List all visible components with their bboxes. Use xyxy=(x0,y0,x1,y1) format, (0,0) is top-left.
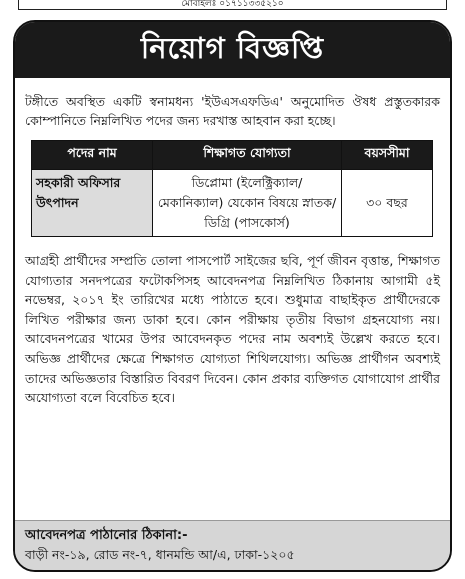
ad-header xyxy=(15,22,450,78)
ad-title: নিয়োগ বিজ্ঞপ্তি xyxy=(140,30,325,65)
previous-ad-fragment xyxy=(0,0,465,16)
previous-ad-text: মোবাইলঃ ০১৭১১৩৩৫২১০ xyxy=(18,0,447,10)
header-age: বয়সসীমা xyxy=(342,141,433,170)
instructions-paragraph: আগ্রহী প্রার্থীদের সম্প্রতি তোলা পাসপোর্ট সাইজের ছবি, পূর্ণ জীবন বৃত্তান্ত, শিক্ষাগত যোগ্যতার সনদপত্রের ফটোকপিসহ আবেদনপত্র নিম্নলিখিত ঠিকানায় আগামী ৫ই নভেম্বর, ২০১৭ ইং তারিখের মধ্যে পাঠাতে হবে। শুধুমাত্র বাছাইকৃত প্রার্থীদেরকে লিখিত পরীক্ষার জন্য ডাকা হবে। কোন পরীক্ষায় তৃতীয় বিভাগ গ্রহনযোগ্য নয়। আবেদনপত্রের খামের উপর আবেদনকৃত পদের নাম অবশ্যই উল্লেখ করতে হবে। অভিজ্ঞ প্রার্থীদের ক্ষেত্রে শিক্ষাগত যোগ্যতা শিথিলযোগ্য। অভিজ্ঞ প্রার্থীগন অবশ্যই তাদের অভিজ্ঞতার বিস্তারিত বিবরণ দিবেন। কোন প্রকার ব্যক্তিগত যোগাযোগ প্রার্থীর অযোগ্যতা বলে বিবেচিত হবে। xyxy=(25,253,440,406)
table-header-row xyxy=(32,141,433,170)
job-advertisement xyxy=(13,20,452,572)
address-value: বাড়ী নং-১৯, রোড নং-৭, ধানমন্ডি আ/এ, ঢাকা-১২০৫ xyxy=(25,547,295,562)
intro-paragraph: টঙ্গীতে অবস্থিত একটি স্বনামধন্য 'ইউএসএফডিএ' অনুমোদিত ঔষধ প্রস্তুতকারক কোম্পানিতে নিম্নলিখিত পদের জন্য দরখাস্ত আহবান করা হচ্ছে। xyxy=(25,94,440,128)
post-name: সহকারী অফিসার উৎপাদন xyxy=(32,170,153,237)
table-row xyxy=(32,170,433,237)
post-age-limit: ৩০ বছর xyxy=(342,170,433,237)
header-qualification: শিক্ষাগত যোগ্যতা xyxy=(153,141,342,170)
post-qualification: ডিপ্লোমা (ইলেক্ট্রিক্যাল/ মেকানিক্যাল) যেকোন বিষয়ে স্নাতক/ডিগ্রি (পাসকোর্স) xyxy=(153,170,342,237)
header-post: পদের নাম xyxy=(32,141,153,170)
address-block xyxy=(15,520,450,570)
address-label: আবেদনপত্র পাঠানোর ঠিকানা:- xyxy=(25,528,188,543)
job-posts-table xyxy=(31,140,433,237)
